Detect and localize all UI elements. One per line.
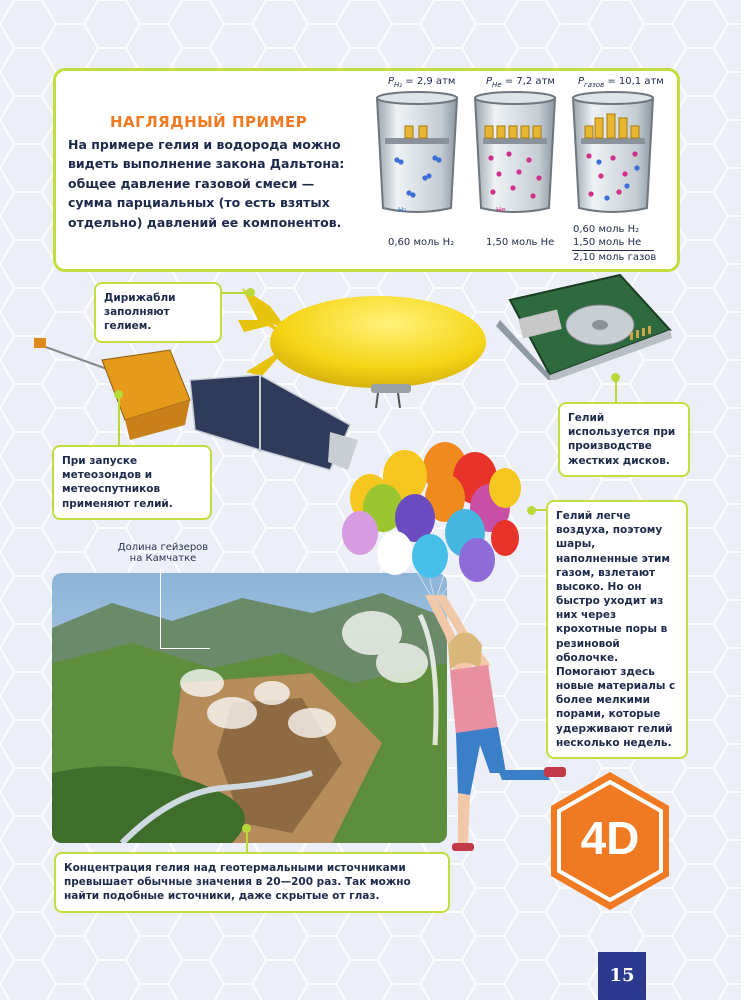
example-text: На примере гелия и водорода можно видеть выполнение закона Дальтона: общее давление газовой смеси — сумма парциальных (то есть взятых отдельно) давлений ее компонентов. <box>68 137 345 230</box>
balloon-connector-dot <box>527 506 536 515</box>
svg-text:4D: 4D <box>580 812 640 864</box>
4d-badge <box>545 768 675 913</box>
balloons-illustration <box>335 438 535 608</box>
amount-total-label: 2,10 моль газов <box>573 252 657 263</box>
dalton-beakers-diagram <box>365 88 665 228</box>
beaker-he <box>475 92 555 212</box>
geothermal-connector-dot <box>242 824 251 833</box>
amount-mix-he-label: 1,50 моль He <box>573 237 642 248</box>
geyser-pointer-line-h <box>160 648 210 649</box>
amount-h2-label: 0,60 моль H₂ <box>388 237 455 248</box>
beaker-h2-inner-label: H₂ <box>398 206 407 214</box>
hard-disk-illustration <box>490 270 680 380</box>
amount-mix-h2-label: 0,60 моль H₂ <box>573 224 640 235</box>
geyser-pointer-line <box>160 568 161 648</box>
geothermal-connector <box>246 830 248 853</box>
airship-connector-dot <box>246 288 255 297</box>
sum-divider <box>572 250 654 251</box>
satellite-connector-dot <box>114 390 123 399</box>
callout-airships: Дирижабли заполняют гелием. <box>94 282 222 343</box>
kamchatka-valley-photo <box>52 573 447 843</box>
satellite-connector <box>118 395 120 445</box>
callout-geothermal: Концентрация гелия над геотермальными источниками превышает обычные значения в 20—200 раз. Так можно найти подобные источники, даже скрытые от глаз. <box>54 852 450 913</box>
callout-satellites: При запуске метеозондов и метеоспутников применяют гелий. <box>52 445 212 520</box>
beaker-mix <box>573 92 653 212</box>
callout-balloons: Гелий легче воздуха, поэтому шары, наполненные этим газом, взлетают высоко. Но он быстро уходит из них через крохотные поры в резиновой оболочке. Помогают здесь новые материалы с более мелкими порами, которые удерживают гелий несколько недель. <box>546 500 688 759</box>
pressure-total-label: $P_{газов} = 10,1$ атм <box>578 76 664 89</box>
pressure-he-label: $P_{He} = 7,2$ атм <box>486 76 555 89</box>
beaker-he-inner-label: He <box>496 206 506 214</box>
pressure-h2-label: $P_{H_2} = 2,9$ атм <box>388 76 456 89</box>
example-heading: НАГЛЯДНЫЙ ПРИМЕР <box>110 113 308 131</box>
page-number: 15 <box>598 952 646 1000</box>
amount-he-label: 1,50 моль He <box>486 237 555 248</box>
callout-harddisks: Гелий используется при производстве жестких дисков. <box>558 402 690 477</box>
beaker-h2 <box>377 92 457 212</box>
geyser-valley-label: Долина гейзеров на Камчатке <box>117 542 209 564</box>
harddisk-connector-dot <box>611 373 620 382</box>
